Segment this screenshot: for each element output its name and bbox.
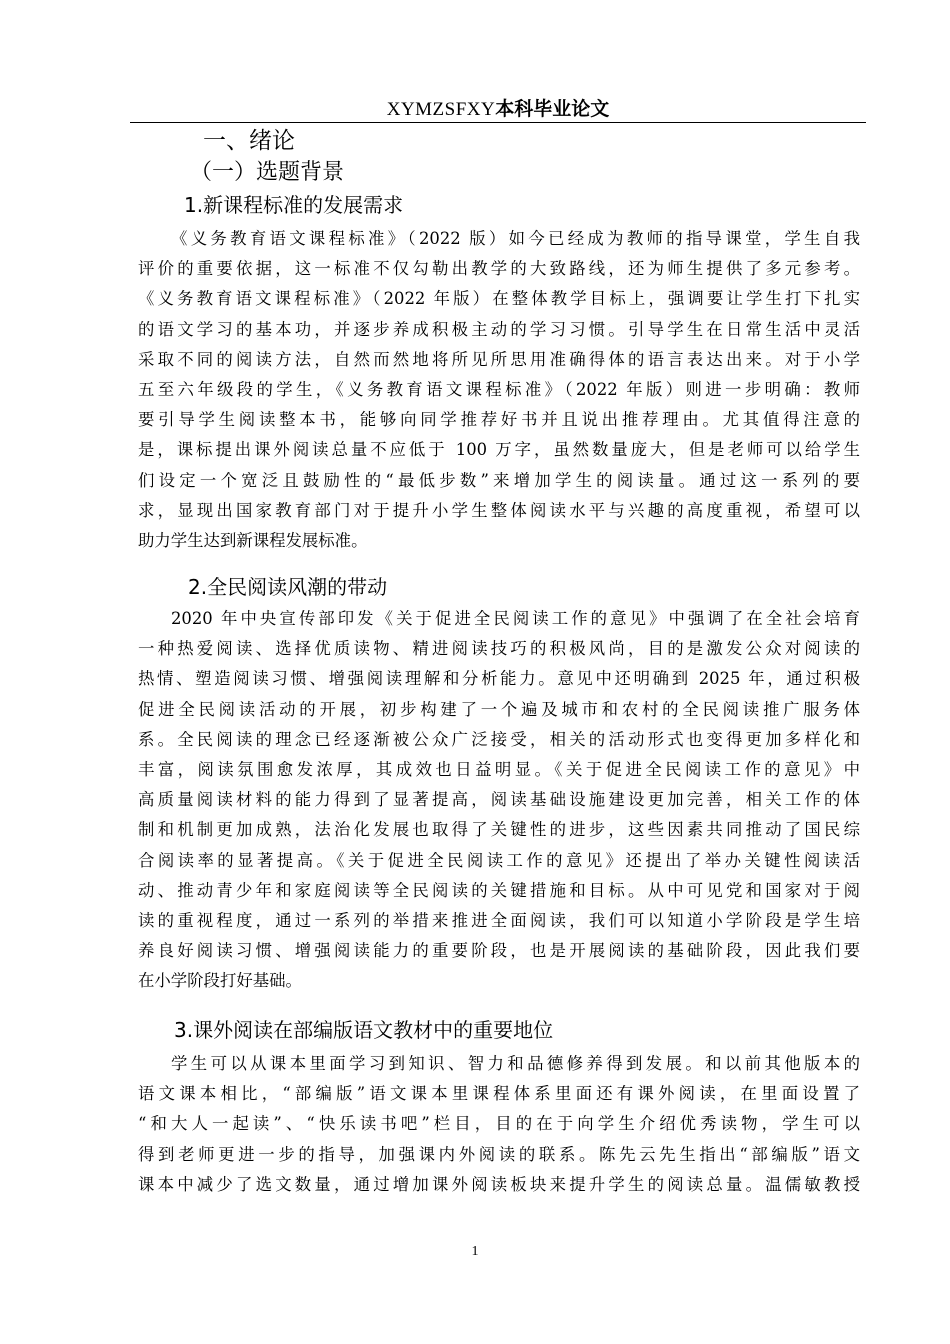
- text-line: 动、推动青少年和家庭阅读等全民阅读的关键措施和目标。从中可见党和国家对于阅: [138, 880, 860, 900]
- text-line: 们设定一个宽泛且鼓励性的“最低步数”来增加学生的阅读量。通过这一系列的要: [138, 470, 860, 490]
- text-line: 求，显现出国家教育部门对于提升小学生整体阅读水平与兴趣的高度重视，希望可以: [138, 500, 860, 520]
- subsection-heading-2: 2.全民阅读风潮的带动: [188, 575, 388, 599]
- text-line: 语文课本相比，“部编版”语文课本里课程体系里面还有课外阅读，在里面设置了: [138, 1084, 860, 1104]
- text-line: 一种热爱阅读、选择优质读物、精进阅读技巧的积极风尚，目的是激发公众对阅读的: [138, 639, 860, 659]
- text-line: 合阅读率的显著提高。《关于促进全民阅读工作的意见》还提出了举办关键性阅读活: [138, 850, 860, 870]
- text-line: 2020 年中央宣传部印发《关于促进全民阅读工作的意见》中强调了在全社会培育: [171, 609, 860, 628]
- text-line: 五至六年级段的学生，《义务教育语文课程标准》（2022 年版）则进一步明确：教师: [138, 379, 860, 399]
- text-line: 促进全民阅读活动的开展，初步构建了一个遍及城市和农村的全民阅读推广服务体: [138, 699, 860, 719]
- subsection-heading-1: 1.新课程标准的发展需求: [184, 193, 404, 217]
- text-line: 读的重视程度，通过一系列的举措来推进全面阅读，我们可以知道小学阶段是学生培: [138, 910, 860, 930]
- chapter-heading: 一、绪论: [203, 128, 295, 154]
- text-line: 热情、塑造阅读习惯、增强阅读理解和分析能力。意见中还明确到 2025 年，通过积极: [138, 669, 860, 689]
- text-line: 学生可以从课本里面学习到知识、智力和品德修养得到发展。和以前其他版本的: [171, 1054, 860, 1073]
- paragraph-2: [138, 604, 860, 996]
- text-line: 的语文学习的基本功，并逐步养成积极主动的学习习惯。引导学生在日常生活中灵活: [138, 319, 860, 339]
- text-line: 在小学阶段打好基础。: [138, 971, 302, 991]
- header-school-code: XYMZSFXY: [386, 99, 496, 120]
- text-line: 系。全民阅读的理念已经逐渐被公众广泛接受，相关的活动形式也变得更加多样化和: [138, 729, 860, 749]
- text-line: 课本中减少了选文数量，通过增加课外阅读板块来提升学生的阅读总量。温儒敏教授: [138, 1174, 860, 1194]
- text-line: 《义务教育语文课程标准》（2022 年版）在整体教学目标上，强调要让学生打下扎实: [138, 289, 860, 309]
- text-line: 要引导学生阅读整本书，能够向同学推荐好书并且说出推荐理由。尤其值得注意的: [138, 410, 860, 430]
- subsection-heading-3: 3.课外阅读在部编版语文教材中的重要地位: [174, 1018, 554, 1042]
- paragraph-3: [138, 1049, 860, 1200]
- header-rule: [130, 122, 866, 123]
- text-line: 高质量阅读材料的能力得到了显著提高，阅读基础设施建设更加完善，相关工作的体: [138, 790, 860, 810]
- text-line: 评价的重要依据，这一标准不仅勾勒出教学的大致路线，还为师生提供了多元参考。: [138, 259, 860, 279]
- section-heading: （一）选题背景: [190, 160, 345, 185]
- text-line: 养良好阅读习惯、增强阅读能力的重要阶段，也是开展阅读的基础阶段，因此我们要: [138, 941, 860, 961]
- text-line: 是，课标提出课外阅读总量不应低于 100 万字，虽然数量庞大，但是老师可以给学生: [138, 440, 860, 460]
- text-line: 《义务教育语文课程标准》（2022 版）如今已经成为教师的指导课堂，学生自我: [171, 229, 860, 248]
- text-line: 助力学生达到新课程发展标准。: [138, 530, 368, 550]
- page-number: 1: [471, 1244, 479, 1259]
- text-line: 制和机制更加成熟，法治化发展也取得了关键性的进步，这些因素共同推动了国民综: [138, 820, 860, 840]
- header-thesis-label: 本科毕业论文: [495, 98, 610, 120]
- text-line: “和大人一起读”、“快乐读书吧”栏目，目的在于向学生介绍优秀读物，学生可以: [138, 1114, 860, 1134]
- text-line: 得到老师更进一步的指导，加强课内外阅读的联系。陈先云先生指出“部编版”语文: [138, 1144, 860, 1164]
- running-header: [130, 96, 866, 122]
- text-line: 采取不同的阅读方法，自然而然地将所见所思用准确得体的语言表达出来。对于小学: [138, 349, 860, 369]
- text-line: 丰富，阅读氛围愈发浓厚，其成效也日益明显。《关于促进全民阅读工作的意见》中: [138, 759, 860, 779]
- paragraph-1: [138, 224, 860, 556]
